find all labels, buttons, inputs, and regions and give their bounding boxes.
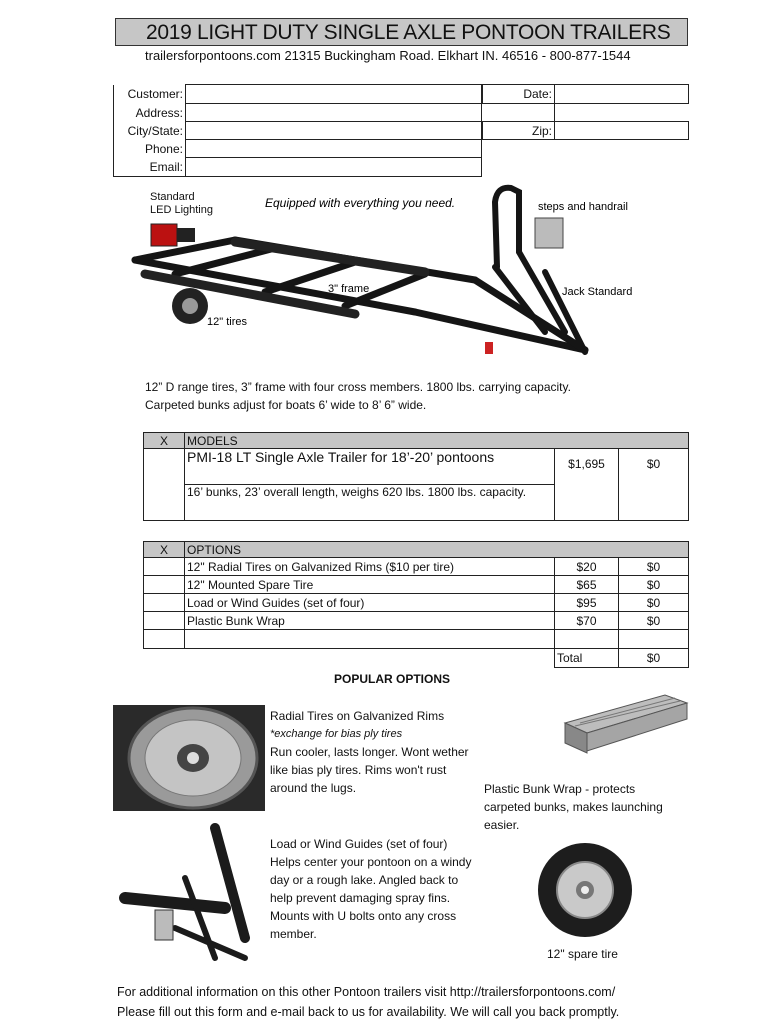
guides-caption	[270, 835, 480, 943]
footer	[117, 982, 619, 1022]
description	[145, 378, 571, 414]
zip-label: Zip:	[483, 122, 555, 140]
options-header: OPTIONS	[185, 542, 689, 558]
footer-line-2: Please fill out this form and e-mail back to us for availability. We will call you back promptly.	[117, 1005, 620, 1019]
radial-body: Run cooler, lasts longer. Wont wether like bias ply tires. Rims won't rust around the lugs.	[270, 745, 469, 795]
option-total: $0	[619, 558, 689, 576]
spacer-cell	[483, 104, 555, 122]
model-specs: 16’ bunks, 23’ overall length, weighs 620 lbs. 1800 lbs. capacity.	[185, 485, 555, 521]
address-field[interactable]	[186, 104, 482, 122]
total-label: Total	[555, 649, 619, 668]
spare-tire-image	[535, 840, 635, 940]
spacer-cell	[185, 649, 555, 668]
zip-field[interactable]	[555, 122, 689, 140]
option-select-cell[interactable]	[144, 612, 185, 630]
radial-tire-image	[113, 705, 265, 811]
model-name: PMI-18 LT Single Axle Trailer for 18’-20’ pontoons	[185, 449, 555, 485]
tires-label: 12" tires	[207, 316, 247, 328]
date-zip-form	[482, 84, 689, 140]
radial-note: *exchange for bias ply tires	[270, 728, 403, 740]
description-line-2: Carpeted bunks adjust for boats 6’ wide to 8’ 6” wide.	[145, 398, 427, 412]
address-label: Address:	[114, 104, 186, 122]
option-price: $95	[555, 594, 619, 612]
popular-options-heading: POPULAR OPTIONS	[334, 672, 451, 686]
option-name: 12" Mounted Spare Tire	[185, 576, 555, 594]
option-total: $0	[619, 576, 689, 594]
page-title: 2019 LIGHT DUTY SINGLE AXLE PONTOON TRAILERS	[115, 18, 688, 46]
option-price-empty	[555, 630, 619, 649]
date-field[interactable]	[555, 85, 689, 104]
total-value: $0	[619, 649, 689, 668]
models-x-header: X	[144, 433, 185, 449]
customer-form	[113, 84, 482, 177]
model-select-cell[interactable]	[144, 449, 185, 521]
city-state-label: City/State:	[114, 122, 186, 140]
guides-title: Load or Wind Guides (set of four)	[270, 837, 448, 851]
company-contact: trailersforpontoons.com 21315 Buckingham Road. Elkhart IN. 46516 - 800-877-1544	[145, 48, 631, 63]
frame-label: 3" frame	[328, 283, 370, 295]
radial-tires-caption	[270, 707, 480, 797]
radial-title: Radial Tires on Galvanized Rims	[270, 709, 445, 723]
spare-tire-caption: 12" spare tire	[547, 947, 618, 961]
option-select-cell[interactable]	[144, 558, 185, 576]
date-label: Date:	[483, 85, 555, 104]
equipped-label: Equipped with everything you need.	[265, 196, 456, 210]
description-line-1: 12” D range tires, 3” frame with four cross members. 1800 lbs. carrying capacity.	[145, 380, 571, 394]
option-select-cell[interactable]	[144, 630, 185, 649]
city-state-field[interactable]	[186, 122, 482, 140]
option-total: $0	[619, 594, 689, 612]
option-total: $0	[619, 612, 689, 630]
led-label-text: Standard LED Lighting	[150, 191, 213, 216]
option-name: 12" Radial Tires on Galvanized Rims ($10 per tire)	[185, 558, 555, 576]
option-total-empty	[619, 630, 689, 649]
email-label: Email:	[114, 158, 186, 177]
footer-line-1: For additional information on this other Pontoon trailers visit http://trailersforpontoons.com/	[117, 985, 616, 999]
option-select-cell[interactable]	[144, 594, 185, 612]
model-total: $0	[619, 449, 689, 521]
spacer-cell	[144, 649, 185, 668]
led-light-icon	[151, 224, 177, 246]
option-select-cell[interactable]	[144, 576, 185, 594]
winch-icon	[535, 218, 563, 248]
jack-label: Jack Standard	[562, 286, 633, 298]
option-name: Load or Wind Guides (set of four)	[185, 594, 555, 612]
email-field[interactable]	[186, 158, 482, 177]
option-name: Plastic Bunk Wrap	[185, 612, 555, 630]
models-table	[143, 432, 689, 521]
load-guides-image	[115, 818, 265, 968]
phone-label: Phone:	[114, 140, 186, 158]
option-price: $20	[555, 558, 619, 576]
option-price: $70	[555, 612, 619, 630]
phone-field[interactable]	[186, 140, 482, 158]
customer-field[interactable]	[186, 85, 482, 104]
model-price: $1,695	[555, 449, 619, 521]
steps-label: steps and handrail	[538, 201, 628, 213]
customer-label: Customer:	[114, 85, 186, 104]
option-name-empty	[185, 630, 555, 649]
spacer-cell	[555, 104, 689, 122]
guides-mount: Mounts with U bolts onto any cross member.	[270, 909, 457, 941]
bunk-wrap-caption: Plastic Bunk Wrap - protects carpeted bunks, makes launching easier.	[484, 782, 663, 832]
guides-body: Helps center your pontoon on a windy day or a rough lake. Angled back to help prevent damaging spray fins.	[270, 855, 472, 905]
option-price: $65	[555, 576, 619, 594]
options-x-header: X	[144, 542, 185, 558]
models-header: MODELS	[185, 433, 689, 449]
options-table	[143, 541, 689, 668]
bunk-wrap-image	[555, 693, 690, 768]
